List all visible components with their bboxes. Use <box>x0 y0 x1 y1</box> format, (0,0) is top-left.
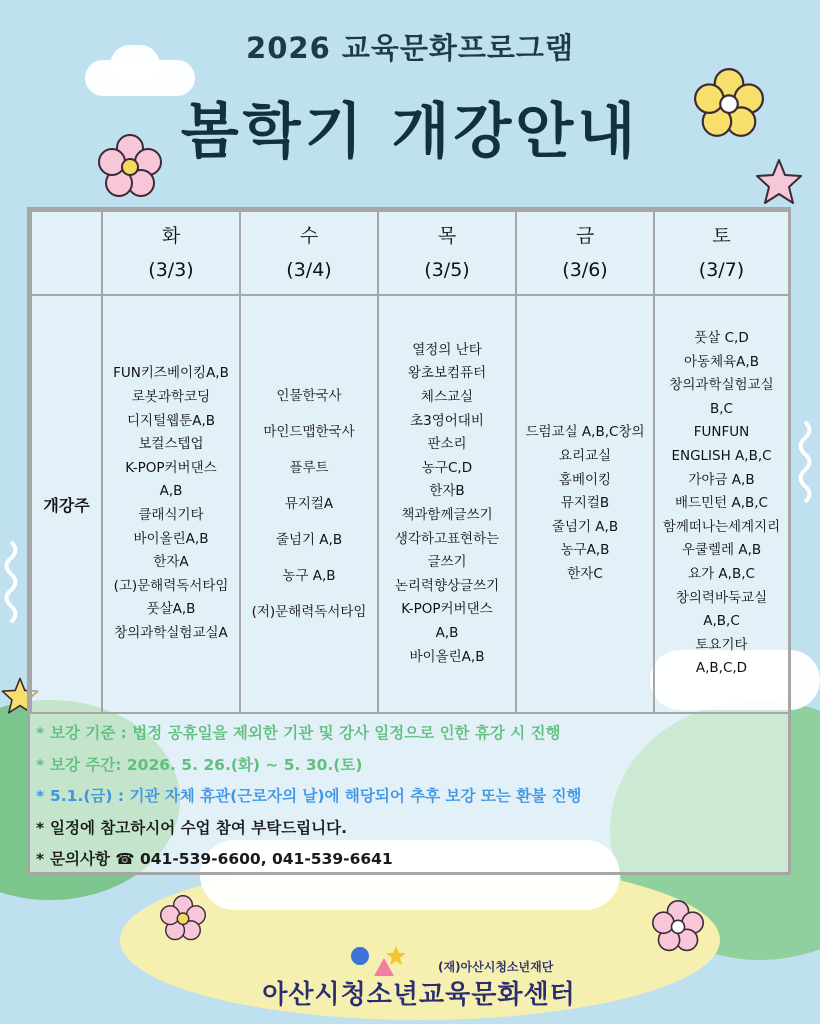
program-item: 왕초보컴퓨터 <box>407 365 487 382</box>
program-item: FUNFUN <box>693 424 750 441</box>
program-item: 바이올린A,B <box>133 530 209 547</box>
program-item: FUN키즈베이킹A,B <box>113 365 229 382</box>
bullet: * <box>36 850 45 868</box>
schedule-table <box>30 210 790 714</box>
note-request <box>36 813 776 845</box>
program-item: 농구C,D <box>421 459 473 476</box>
program-item: (고)문해력독서타임 <box>113 577 229 594</box>
program-item: 판소리 <box>427 436 467 453</box>
date-label: (3/5) <box>424 259 470 281</box>
program-item: 보컬스텝업 <box>138 436 204 453</box>
program-item: 창의력바둑교실 <box>675 589 768 606</box>
program-item: 함께떠나는세계지리 <box>662 518 781 535</box>
program-item: 한자A <box>153 554 189 571</box>
program-item: 요가 A,B,C <box>688 565 755 582</box>
logo-icon <box>348 942 408 978</box>
program-item: 글쓰기 <box>427 554 467 571</box>
programs-wed <box>240 295 378 713</box>
bullet: * <box>36 787 45 805</box>
program-item: A,B,C,D <box>695 660 748 677</box>
program-item: A,B <box>159 483 183 500</box>
day-label: 수 <box>299 225 319 247</box>
program-item: 바이올린A,B <box>409 648 485 665</box>
header-tue <box>102 211 240 295</box>
program-item: K-POP커버댄스 <box>401 601 493 618</box>
note-closure <box>36 781 776 813</box>
date-label: (3/4) <box>286 259 332 281</box>
header-thu <box>378 211 516 295</box>
table-header-row <box>31 211 789 295</box>
date-label: (3/6) <box>562 259 608 281</box>
program-item: 농구A,B <box>560 542 610 559</box>
program-item: 줄넘기 A,B <box>551 518 619 535</box>
program-item: ENGLISH A,B,C <box>671 448 772 465</box>
program-item: 책과함께글쓰기 <box>401 507 493 523</box>
bullet: * <box>36 755 45 774</box>
note-contact <box>36 844 776 876</box>
program-item: 한자B <box>429 483 465 500</box>
header-wed <box>240 211 378 295</box>
day-label: 금 <box>575 225 595 247</box>
program-item: (저)문해력독서타임 <box>251 604 367 620</box>
program-item: 로봇과학코딩 <box>131 389 211 406</box>
day-label: 목 <box>437 225 457 247</box>
program-item: K-POP커버댄스 <box>125 459 217 476</box>
program-item: 가야금 A,B <box>688 471 755 488</box>
notes-list <box>36 718 776 876</box>
program-item: 아동체육A,B <box>684 353 759 370</box>
program-item: 인물한국사 <box>276 388 342 404</box>
program-item: 클래식기타 <box>138 507 204 523</box>
note-text: 일정에 참고하시어 수업 참여 부탁드립니다. <box>50 818 347 837</box>
programs-tue <box>102 295 240 713</box>
squiggle-icon-right <box>794 420 816 510</box>
program-item: 홈베이킹 <box>558 471 612 488</box>
program-item: 초3영어대비 <box>410 412 484 429</box>
row-label-opening-week: 개강주 <box>31 295 102 713</box>
program-item: 열정의 난타 <box>412 341 482 358</box>
program-item: 창의과학실험교실 <box>669 377 774 394</box>
header-blank-cell <box>31 211 102 295</box>
program-item: 논리력향상글쓰기 <box>394 577 500 594</box>
programs-fri <box>516 295 654 713</box>
program-item: A,B,C <box>703 613 740 630</box>
program-item: A,B <box>435 624 459 641</box>
org-name: (재)아산시청소년재단 <box>438 960 554 974</box>
note-text: 보강 주간: 2026. 5. 26.(화) ~ 5. 30.(토) <box>50 755 363 774</box>
page-title: 봄학기 개강안내 <box>180 97 640 167</box>
program-item: 줄넘기 A,B <box>275 532 343 548</box>
programs-thu <box>378 295 516 713</box>
day-label: 화 <box>161 225 181 247</box>
note-makeup-week <box>36 750 776 782</box>
table-row <box>31 295 789 713</box>
program-item: 창의과학실험교실A <box>114 624 228 641</box>
header-sat <box>654 211 789 295</box>
flower-icon-bottom-right <box>652 900 704 952</box>
schedule-panel <box>27 207 791 875</box>
program-item: 농구 A,B <box>282 568 336 584</box>
program-item: 뮤지컬B <box>560 495 610 512</box>
date-label: (3/7) <box>698 259 745 281</box>
bullet: * <box>36 724 45 742</box>
program-item: B,C <box>710 400 733 417</box>
program-item: 풋살 C,D <box>694 330 749 347</box>
program-item: 뮤지컬A <box>284 496 334 512</box>
note-makeup-criteria <box>36 718 776 750</box>
program-item: 요리교실 <box>558 448 612 465</box>
program-item: 플루트 <box>289 460 329 476</box>
program-item: 드럼교실 A,B,C창의 <box>525 424 645 441</box>
program-item: 디지털웹툰A,B <box>127 412 215 429</box>
note-text: 5.1.(금) : 기관 자체 휴관(근로자의 날)에 해당되어 추후 보강 또는 환불 진행 <box>50 787 582 805</box>
day-label: 토 <box>712 225 731 247</box>
program-item: 한자C <box>567 565 603 582</box>
center-name: 아산시청소년교육문화센터 <box>262 980 576 1010</box>
bullet: * <box>36 818 45 837</box>
program-item: 우쿨렐레 A,B <box>681 542 762 559</box>
program-item: 토요기타 <box>695 636 748 653</box>
program-item: 풋살A,B <box>146 601 196 618</box>
date-label: (3/3) <box>148 259 194 281</box>
program-item: 배드민턴 A,B,C <box>675 495 768 512</box>
squiggle-icon-left <box>0 540 22 630</box>
program-item: 마인드맵한국사 <box>263 424 355 440</box>
program-item: 생각하고표현하는 <box>394 530 500 547</box>
header-fri <box>516 211 654 295</box>
note-text: 문의사항 ☎ 041-539-6600, 041-539-6641 <box>50 850 393 868</box>
note-text: 보강 기준 : 법정 공휴일을 제외한 기관 및 강사 일정으로 인한 휴강 시 진행 <box>50 724 561 742</box>
flower-icon-bottom-left <box>160 895 206 941</box>
program-subtitle: 2026 교육문화프로그램 <box>246 31 574 65</box>
programs-sat <box>654 295 789 713</box>
program-item: 체스교실 <box>420 389 474 406</box>
